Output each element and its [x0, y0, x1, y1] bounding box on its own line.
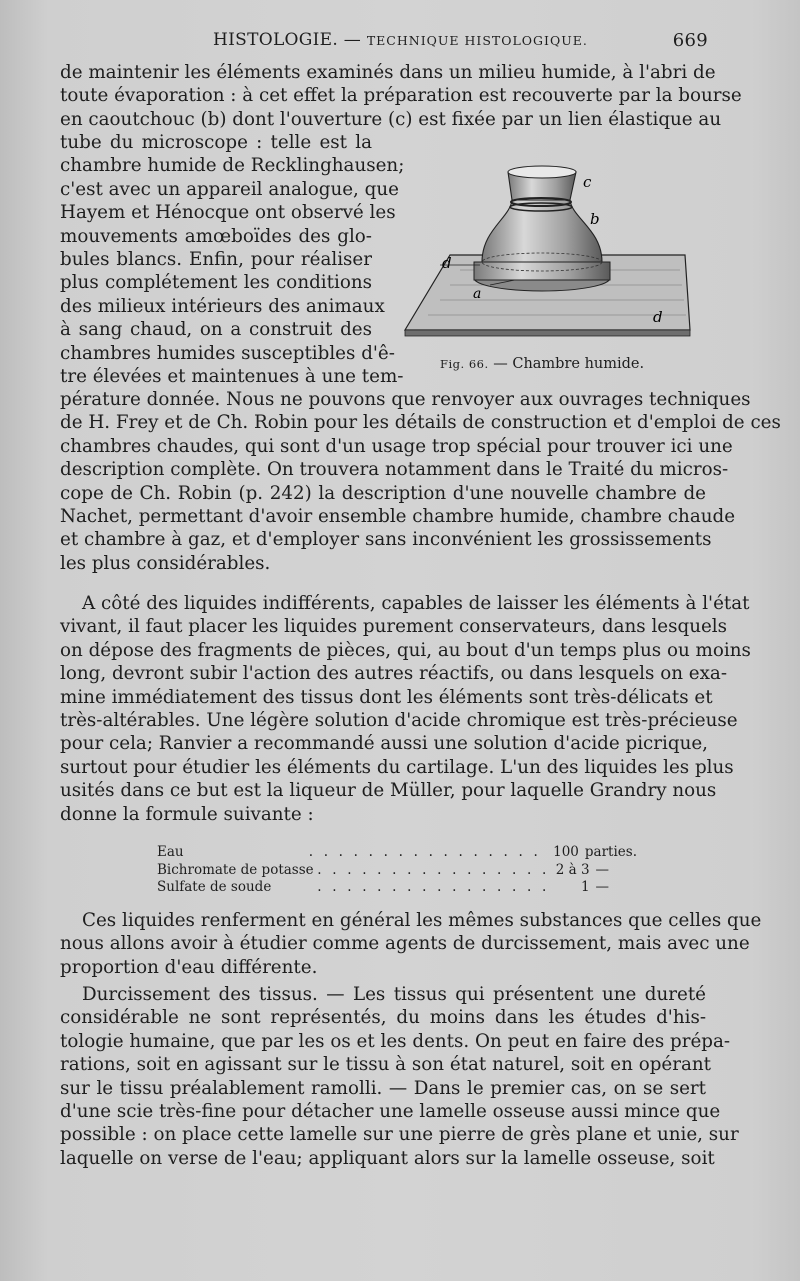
ingredient-unit: —	[595, 879, 610, 895]
text-line: tre élevées et maintenues à une tem-	[60, 365, 404, 387]
running-header	[60, 30, 710, 54]
label-c: c	[583, 173, 592, 191]
text-line: toute évaporation : à cet effet la préparation est recouverte par la bourse	[60, 85, 742, 107]
paragraph-liquides	[60, 592, 751, 826]
ingredient-unit: parties.	[584, 844, 637, 860]
text-line: chambres chaudes, qui sont d'un usage trop spécial pour trouver ici une	[60, 435, 733, 457]
ingredient-unit: —	[595, 861, 610, 878]
text-line: considérable ne sont représentés, du moins dans les études d'his-	[60, 1007, 706, 1029]
text-line: nous allons avoir à étudier comme agents de durcissement, mais avec une	[60, 933, 750, 955]
text-line: de maintenir les éléments examinés dans un milieu humide, à l'abri de	[60, 62, 716, 83]
text-line: sur le tissu préalablement ramolli. — Dans le premier cas, on se sert	[60, 1077, 706, 1099]
figure-title: — Chambre humide.	[488, 356, 645, 372]
ingredient-name: Bichromate de potasse	[157, 861, 314, 878]
text-line: proportion d'eau différente.	[60, 956, 318, 978]
text-line: mine immédiatement des tissus dont les éléments sont très-délicats et	[60, 686, 713, 708]
text-line: pérature donnée. Nous ne pouvons que renvoyer aux ouvrages techniques	[60, 389, 751, 410]
text-line: cope de Ch. Robin (p. 242) la description d'une nouvelle chambre de	[60, 482, 706, 504]
text-line: pour cela; Ranvier a recommandé aussi une solution d'acide picrique,	[60, 733, 708, 755]
formula-row	[157, 879, 637, 897]
page-number: 669	[672, 30, 708, 51]
formula-row	[157, 844, 637, 862]
paragraph-substances	[60, 909, 762, 979]
text-line: possible : on place cette lamelle sur une pierre de grès plane et unie, sur	[60, 1124, 739, 1146]
text-line: les plus considérables.	[60, 552, 271, 574]
text-line: tologie humaine, que par les os et les dents. On peut en faire des prépa-	[60, 1030, 731, 1052]
paragraph-chambres	[60, 388, 781, 575]
text-line: laquelle on verse de l'eau; appliquant alors sur la lamelle osseuse, soit	[60, 1147, 715, 1169]
text-line: et chambre à gaz, et d'employer sans inconvénient les grossissements	[60, 529, 712, 551]
text-line: usités dans ce but est la liqueur de Müller, pour laquelle Grandry nous	[60, 780, 717, 802]
text-line: vivant, il faut placer les liquides purement conservateurs, dans lesquels	[60, 616, 728, 638]
label-d-left: d	[442, 254, 452, 272]
label-b: b	[590, 210, 600, 228]
text-line: c'est avec un appareil analogue, que	[60, 178, 399, 200]
text-line: long, devront subir l'action des autres réactifs, ou dans lesquels on exa-	[60, 663, 728, 685]
humid-chamber-illustration	[400, 150, 700, 380]
paragraph-continued	[60, 61, 742, 131]
text-line: en caoutchouc (b) dont l'ouverture (c) est fixée par un lien élastique au	[60, 108, 722, 130]
label-d-right: d	[653, 308, 663, 326]
formula-table	[157, 844, 637, 897]
slide-edge	[405, 330, 690, 336]
ingredient-quantity: 100	[553, 844, 579, 860]
text-line: bules blancs. Enfin, pour réaliser	[60, 248, 372, 270]
text-line: tube du microscope : telle est la	[60, 132, 372, 153]
text-line: d'une scie très-fine pour détacher une lamelle osseuse aussi mince que	[60, 1100, 721, 1122]
ingredient-quantity: 1	[580, 879, 590, 895]
figure-number: Fig. 66.	[440, 357, 489, 371]
text-line: on dépose des fragments de pièces, qui, au bout d'un temps plus ou moins	[60, 639, 751, 661]
text-line: Hayem et Hénocque ont observé les	[60, 202, 396, 224]
figure-caption	[440, 356, 644, 372]
label-a: a	[473, 286, 482, 302]
text-line: des milieux intérieurs des animaux	[60, 295, 385, 317]
paragraph-durcissement	[60, 983, 739, 1170]
tube-opening	[508, 166, 576, 178]
text-line: chambres humides susceptibles d'ê-	[60, 342, 395, 364]
text-line: plus complétement les conditions	[60, 272, 372, 294]
text-line: Nachet, permettant d'avoir ensemble chambre humide, chambre chaude	[60, 505, 736, 527]
text-line: à sang chaud, on a construit des	[60, 319, 372, 341]
leader-dots: . . . . . . . . . . . . . . . .	[317, 861, 550, 878]
text-line: A côté des liquides indifférents, capables de laisser les éléments à l'état	[82, 593, 750, 614]
text-line: surtout pour étudier les éléments du cartilage. L'un des liquides les plus	[60, 756, 734, 778]
ingredient-quantity: 2 à 3	[555, 861, 590, 878]
leader-dots: . . . . . . . . . . . . . . . .	[317, 879, 550, 895]
text-line: donne la formule suivante :	[60, 803, 314, 825]
figure-chambre-humide	[400, 150, 700, 380]
text-line: rations, soit en agissant sur le tissu à son état naturel, soit en opérant	[60, 1054, 711, 1076]
leader-dots: . . . . . . . . . . . . . . . .	[308, 844, 541, 860]
text-line: très-altérables. Une légère solution d'acide chromique est très-précieuse	[60, 709, 738, 731]
text-line: Durcissement des tissus. — Les tissus qui présentent une dureté	[82, 984, 706, 1005]
text-line: de H. Frey et de Ch. Robin pour les détails de construction et d'emploi de ces	[60, 412, 781, 434]
ingredient-name: Sulfate de soude	[157, 879, 272, 895]
text-line: Ces liquides renferment en général les mêmes substances que celles que	[82, 910, 762, 931]
formula-row	[157, 862, 637, 880]
text-line: mouvements amœboïdes des glo-	[60, 225, 372, 247]
running-title: HISTOLOGIE. — TECHNIQUE HISTOLOGIQUE.	[213, 30, 588, 50]
ingredient-name: Eau	[157, 844, 184, 860]
text-line: description complète. On trouvera notamment dans le Traité du micros-	[60, 459, 729, 481]
running-subtitle: TECHNIQUE HISTOLOGIQUE.	[366, 33, 588, 48]
text-line: chambre humide de Recklinghausen;	[60, 155, 405, 177]
